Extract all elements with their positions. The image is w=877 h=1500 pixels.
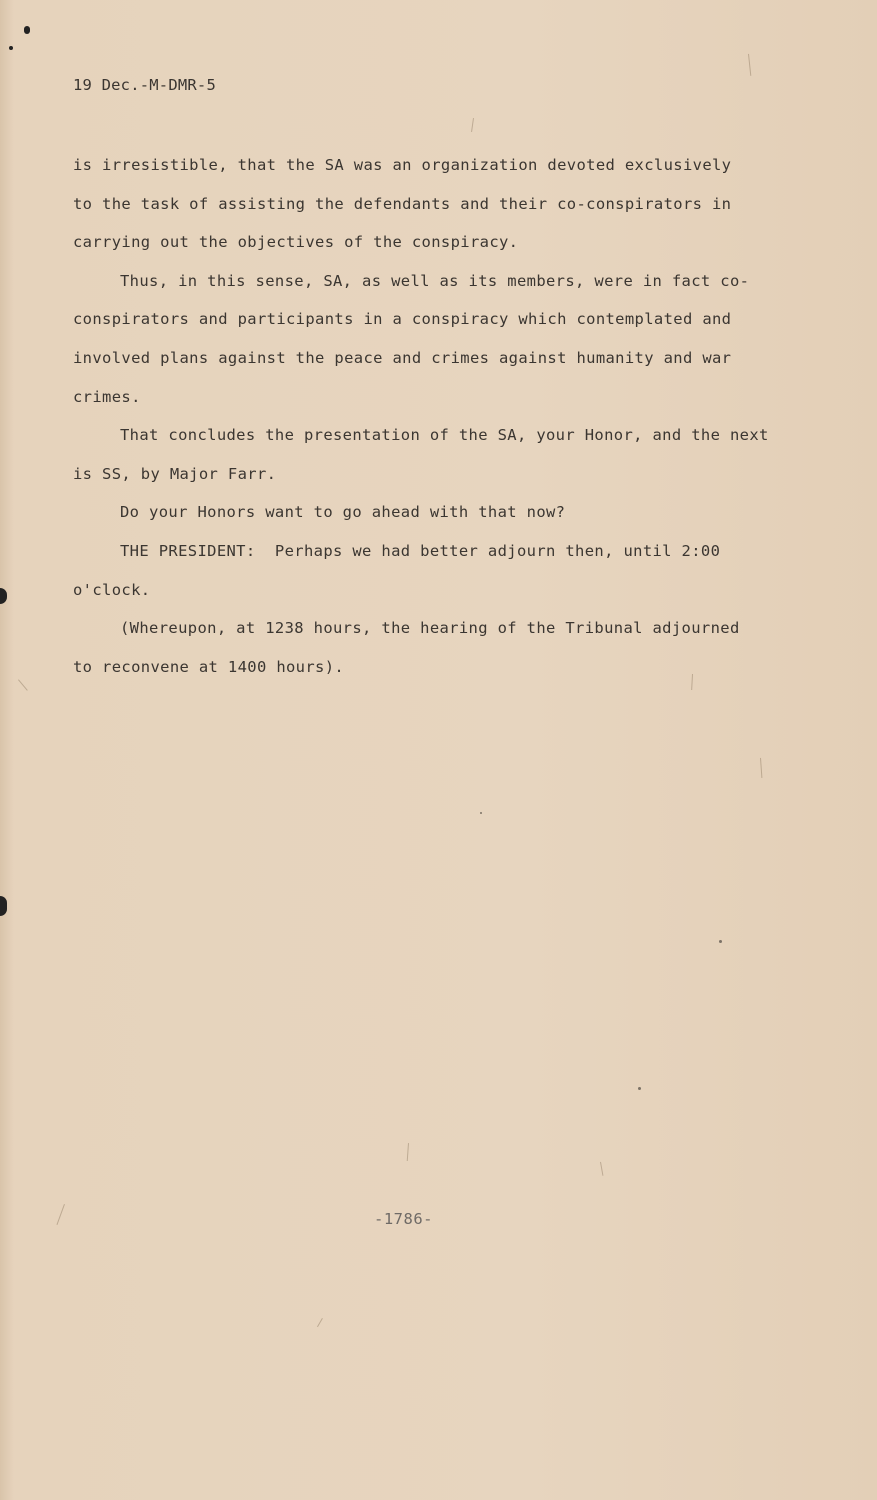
paper-speck: [480, 812, 482, 814]
text-line: to the task of assisting the defendants and their co-conspirators in: [73, 194, 732, 213]
binding-mark-lower: [0, 896, 7, 916]
paper-speck: [638, 1087, 641, 1090]
text-line: o'clock.: [73, 580, 151, 599]
text-line: conspirators and participants in a conspiracy which contemplated and: [73, 310, 732, 329]
binding-mark-small: [9, 46, 13, 50]
paper-fiber: [56, 1204, 64, 1225]
text-line: involved plans against the peace and crimes against humanity and war: [73, 348, 732, 367]
binding-mark-top: [24, 26, 30, 34]
text-line: is SS, by Major Farr.: [73, 464, 277, 483]
paper-fiber: [748, 54, 751, 76]
text-line: is irresistible, that the SA was an organization devoted exclusively: [73, 156, 732, 174]
text-line: THE PRESIDENT: Perhaps we had better adjourn then, until 2:00: [120, 541, 721, 560]
document-body: [73, 150, 773, 690]
paper-speck: [719, 940, 722, 943]
text-line: crimes.: [73, 387, 141, 406]
text-line: (Whereupon, at 1238 hours, the hearing of the Tribunal adjourned: [120, 619, 740, 638]
text-line: Do your Honors want to go ahead with that now?: [120, 503, 566, 522]
paper-fiber: [18, 679, 28, 690]
paper-fiber: [317, 1318, 323, 1327]
text-line: Thus, in this sense, SA, as well as its members, were in fact co-: [120, 271, 750, 290]
text-line: to reconvene at 1400 hours).: [73, 657, 345, 676]
binding-mark-middle: [0, 588, 7, 604]
text-line: That concludes the presentation of the SA, your Honor, and the next: [120, 426, 769, 445]
document-header: 19 Dec.-M-DMR-5: [73, 76, 216, 94]
text-line: carrying out the objectives of the conspiracy.: [73, 233, 519, 252]
paper-fiber: [600, 1162, 603, 1176]
paper-fiber: [407, 1143, 409, 1161]
paper-fiber: [760, 758, 762, 778]
page-number: -1786-: [374, 1210, 433, 1228]
paper-fiber: [471, 118, 474, 132]
